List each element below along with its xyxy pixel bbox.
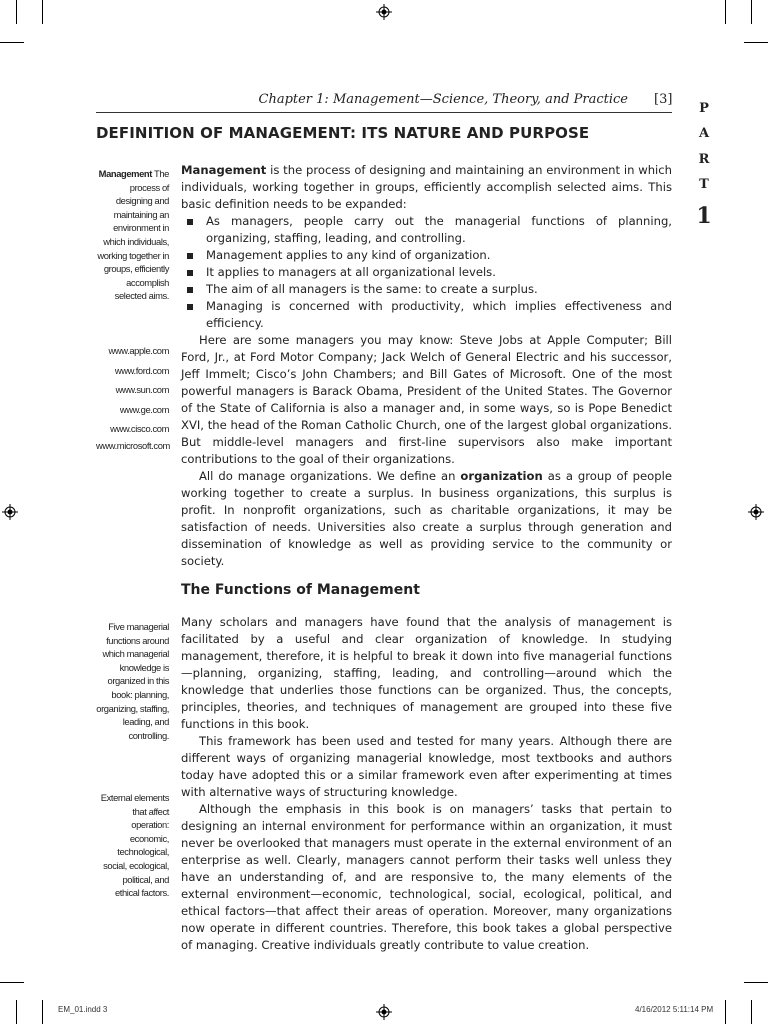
- crop-mark: [0, 42, 24, 43]
- header-rule: [96, 112, 672, 113]
- environment-paragraph: Although the emphasis in this book is on managers’ tasks that pertain to designing an internal environment for performance within an organization, it must never be overlooked that managers must operate in the external environment of an enterprise as well. Clearly, managers cannot perform their tasks well unless they have an understanding of, and are responsive to, the many elements of the external environment—economic, technological, social, ecological, political, and ethical factors—that affect their areas of operation. Moreover, many organizations now operate in different countries. Therefore, this book takes a global perspective of managing. Creative individuals greatly contribute to value creation.: [181, 802, 672, 952]
- margin-urls: [96, 341, 169, 452]
- functions-paragraph: Many scholars and managers have found that the analysis of management is facilitated by a useful and clear organization of knowledge. In studying management, therefore, it is helpful to break it down into five managerial functions—planning, organizing, staffing, leading, and controlling—around which the knowledge that underlies those functions can be organized. Thus, the concepts, principles, theories, and techniques of management are grouped into these five functions in this book.: [181, 615, 672, 731]
- crop-mark: [725, 1000, 726, 1024]
- organization-paragraph: All do manage organizations. We define an organization as a group of people working together to create a surplus. In business organizations, this surplus is profit. In nonprofit organizations, such as charitable organizations, it may be satisfaction of needs. Universities also create a surplus through generation and dissemination of knowledge as well as providing service to the community or society.: [181, 469, 672, 568]
- crop-mark: [0, 982, 24, 983]
- url-link[interactable]: www.ge.com: [119, 403, 169, 415]
- margin-term: Management: [98, 168, 152, 179]
- crop-mark: [16, 0, 17, 24]
- part-letter: T: [699, 177, 709, 192]
- registration-mark-icon: [748, 504, 764, 520]
- list-item: As managers, people carry out the managerial functions of planning, organizing, staffing, leading, and controlling.: [181, 213, 672, 247]
- part-number: 1: [696, 203, 712, 229]
- part-letter: A: [698, 126, 710, 141]
- crop-mark: [744, 42, 768, 43]
- list-item: Managing is concerned with productivity, which implies effectiveness and efficiency.: [181, 298, 672, 332]
- part-letter: P: [699, 101, 709, 116]
- definition-paragraph: Management is the process of designing and maintaining an environment in which individuals, working together in groups, efficiently accomplish selected aims. This basic definition needs to be expanded:: [181, 163, 672, 211]
- page-number: [3]: [654, 92, 673, 107]
- margin-def-text: The process of designing and maintaining an environment in which individuals, working together in groups, efficiently accomplish selected aims.: [97, 168, 169, 302]
- subsection-heading: The Functions of Management: [181, 582, 420, 598]
- bullet-icon: [187, 219, 193, 225]
- url-link[interactable]: www.sun.com: [115, 384, 169, 395]
- running-head: Chapter 1: Management—Science, Theory, and Practice: [258, 92, 628, 107]
- section2-body: [181, 614, 672, 954]
- framework-paragraph: This framework has been used and tested for many years. Although there are different ways of organizing managerial knowledge, most textbooks and authors today have adopted this or a similar framework even after experimenting at times with alternative ways of structuring knowledge.: [181, 734, 672, 799]
- crop-mark: [16, 1000, 17, 1024]
- section-heading: DEFINITION OF MANAGEMENT: ITS NATURE AND PURPOSE: [96, 124, 590, 142]
- url-link[interactable]: www.apple.com: [108, 345, 169, 356]
- bullet-icon: [187, 270, 193, 276]
- registration-mark-icon: [376, 1004, 392, 1020]
- managers-paragraph: Here are some managers you may know: Steve Jobs at Apple Computer; Bill Ford, Jr., at Ford Motor Company; Jack Welch of General Electric and his successor, Jeff Immelt; Cisco’s John Chambers; and Bill Gates of Microsoft. One of the most powerful managers is Barack Obama, President of the United States. The Governor of the State of California is also a manager and, in some ways, so is Pope Benedict XVI, the head of the Roman Catholic Church, one of the largest global organizations. But middle-level managers and first-line supervisors also make important contributions to the goal of their organizations.: [181, 333, 672, 466]
- key-term: organization: [460, 469, 543, 483]
- crop-mark: [42, 1000, 43, 1024]
- list-item: The aim of all managers is the same: to create a surplus.: [181, 281, 672, 298]
- bullet-icon: [187, 253, 193, 259]
- crop-mark: [751, 1000, 752, 1024]
- registration-mark-icon: [2, 504, 18, 520]
- margin-external-note: External elements that affect operation: economic, technological, social, ecological, political, and ethical factors.: [100, 792, 169, 899]
- list-item: It applies to managers at all organizational levels.: [181, 264, 672, 281]
- url-link[interactable]: www.ford.com: [114, 364, 169, 376]
- margin-definition: [96, 167, 169, 303]
- section1-body: [181, 162, 672, 570]
- key-term: Management: [181, 163, 267, 177]
- slug-timestamp: 4/16/2012 5:11:14 PM: [635, 1005, 714, 1014]
- crop-mark: [751, 0, 752, 24]
- slug-file: EM_01.indd 3: [58, 1005, 108, 1014]
- crop-mark: [725, 0, 726, 24]
- bullet-icon: [187, 287, 193, 293]
- crop-mark: [744, 982, 768, 983]
- definition-list: [181, 213, 672, 332]
- crop-mark: [42, 0, 43, 24]
- part-letter: R: [698, 152, 710, 167]
- bullet-icon: [187, 304, 193, 310]
- url-link[interactable]: www.cisco.com: [110, 423, 169, 434]
- margin-functions-note: Five managerial functions around which managerial knowledge is organized in this book: planning, organizing, staffing, leading, and controlling.: [96, 621, 169, 741]
- url-link[interactable]: www.microsoft.com: [96, 439, 170, 451]
- list-item: Management applies to any kind of organization.: [181, 247, 672, 264]
- registration-mark-icon: [376, 4, 392, 20]
